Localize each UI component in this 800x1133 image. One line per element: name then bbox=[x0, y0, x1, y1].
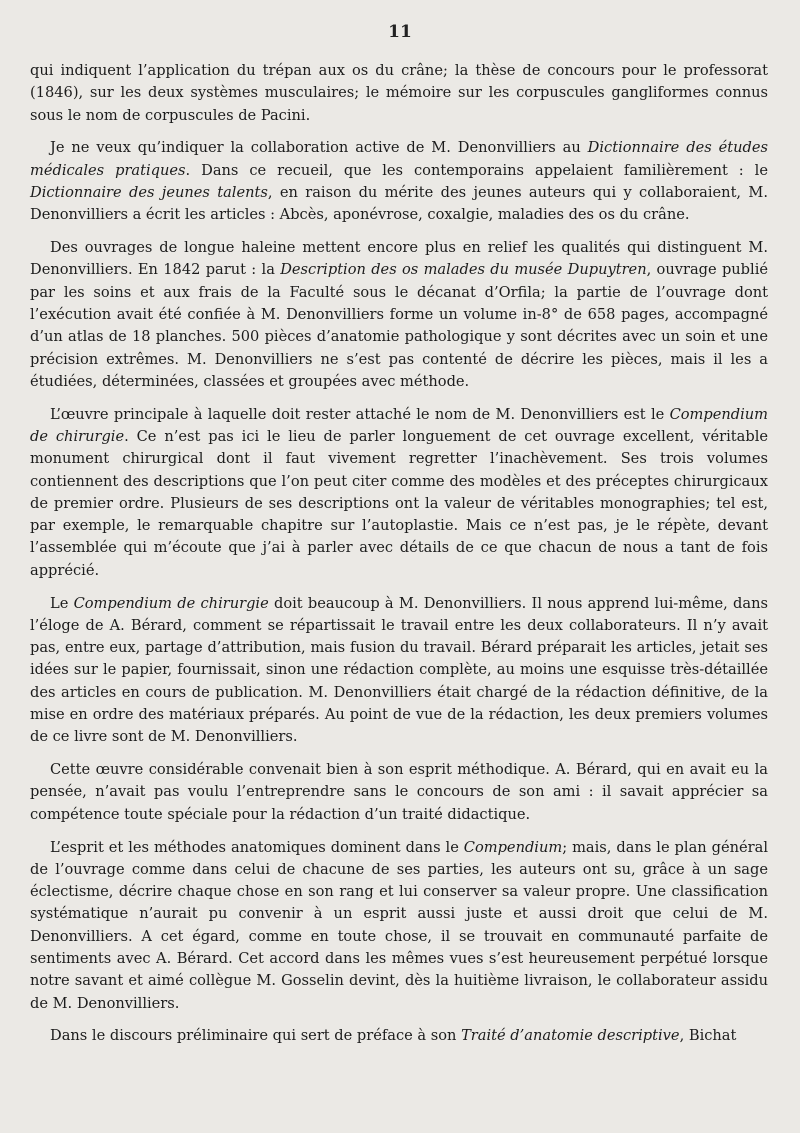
text-run: . Ce n’est pas ici le lieu de parler longuement de cet ouvrage excellent, véritable monument chirurgical dont il faut vivement regretter l’inachèvement. Ses trois volumes contiennent des descriptions que l’on peut citer comme des modèles et des préceptes chirurgicaux de premier ordre. Plusieurs de ses descriptions ont la valeur de véritables monographies; tel est, par exemple, le remarquable chapitre sur l’autoplastie. Mais ce n’est pas, je le répète, devant l’assemblée qui m’écoute que j’ai à parler avec détails de ce que chacun de nous a tant de fois apprécié. bbox=[30, 427, 768, 579]
italic-title: Description des os malades du musée Dupuytren bbox=[280, 261, 647, 279]
italic-title: Traité d’anatomie descriptive bbox=[461, 1027, 680, 1045]
text-run: L’œuvre principale à laquelle doit rester attaché le nom de M. Denonvilliers est le bbox=[50, 405, 670, 423]
paragraph bbox=[30, 404, 768, 582]
italic-title: Dictionnaire des études médicales pratiques bbox=[30, 139, 768, 179]
text-run: qui indiquent l’application du trépan aux os du crâne; la thèse de concours pour le professorat (1846), sur les deux systèmes musculaires; le mémoire sur les corpuscules gangliformes connus sous le nom de corpuscules de Pacini. bbox=[30, 62, 768, 124]
text-run: , Bichat bbox=[679, 1027, 737, 1045]
page-number: 11 bbox=[388, 22, 412, 42]
text-run: . Dans ce recueil, que les contemporains appelaient familièrement : le bbox=[185, 161, 768, 179]
paragraph bbox=[30, 137, 768, 226]
paragraph bbox=[30, 60, 768, 127]
text-run: Dans le discours préliminaire qui sert de préface à son bbox=[50, 1027, 462, 1045]
italic-title: Compendium de chirurgie bbox=[73, 594, 269, 612]
body-text bbox=[30, 60, 768, 1058]
italic-title: Compendium bbox=[463, 838, 563, 856]
text-run: ; mais, dans le plan général de l’ouvrage comme dans celui de chacune de ses parties, les auteurs ont su, grâce à un sage éclectisme, décrire chaque chose en son rang et lui conserver sa valeur propre. Une classification systématique n’aurait pu convenir à un esprit aussi juste et aussi droit que celui de M. Denonvilliers. A cet égard, comme en toute chose, il se trouvait en communauté parfaite de sentiments avec A. Bérard. Cet accord dans les mêmes vues s’est heureusement perpétué lorsque notre savant et aimé collègue M. Gosselin devint, dès la huitième livraison, le collaborateur assidu de M. Denonvilliers. bbox=[30, 838, 768, 1012]
paragraph bbox=[30, 593, 768, 749]
text-run: , en raison du mérite des jeunes auteurs qui y collaboraient, M. Denonvilliers a écrit les articles : Abcès, aponévrose, coxalgie, maladies des os du crâne. bbox=[30, 183, 768, 224]
text-run: Je ne veux qu’indiquer la collaboration active de M. Denonvilliers au bbox=[50, 139, 588, 157]
text-run: Cette œuvre considérable convenait bien à son esprit méthodique. A. Bérard, qui en avait eu la pensée, n’avait pas voulu l’entreprendre sans le concours de son ami : il savait apprécier sa compétence toute spéciale pour la rédaction d’un traité didactique. bbox=[30, 761, 768, 823]
text-run: Des ouvrages de longue haleine mettent encore plus en relief les qualités qui distinguent M. Denonvilliers. En 1842 parut : la bbox=[30, 239, 768, 279]
italic-title: Dictionnaire des jeunes talents bbox=[30, 183, 268, 201]
paragraph bbox=[30, 837, 768, 1015]
text-run: L’esprit et les méthodes anatomiques dominent dans le bbox=[50, 838, 464, 856]
text-run: doit beaucoup à M. Denonvilliers. Il nous apprend lui-même, dans l’éloge de A. Bérard, comment se répartissait le travail entre les deux collaborateurs. Il n’y avait pas, entre eux, partage d’attribution, mais fusion du travail. Bérard préparait les articles, jetait ses idées sur le papier, fournissait, sinon une rédaction complète, au moins une esquisse très-détaillée des articles en cours de publication. M. Denonvilliers était chargé de la rédaction définitive, de la mise en ordre des matériaux préparés. Au point de vue de la rédaction, les deux premiers volumes de ce livre sont de M. Denonvilliers. bbox=[30, 594, 768, 746]
text-run: Le bbox=[50, 594, 74, 612]
text-run: , ouvrage publié par les soins et aux frais de la Faculté sous le décanat d’Orfila; la partie de l’ouvrage dont l’exécution avait été confiée à M. Denonvilliers forme un volume in-8° de 658 pages, accompagné d’un atlas de 18 planches. 500 pièces d’anatomie pathologique y sont décrites avec un soin et une précision extrêmes. M. Denonvilliers ne s’est pas contenté de décrire les pièces, mais il les a étudiées, déterminées, classées et groupées avec méthode. bbox=[30, 261, 768, 390]
paragraph bbox=[30, 759, 768, 826]
italic-title: Compendium de chirurgie bbox=[30, 405, 768, 445]
paragraph bbox=[30, 1025, 768, 1047]
paragraph bbox=[30, 237, 768, 393]
